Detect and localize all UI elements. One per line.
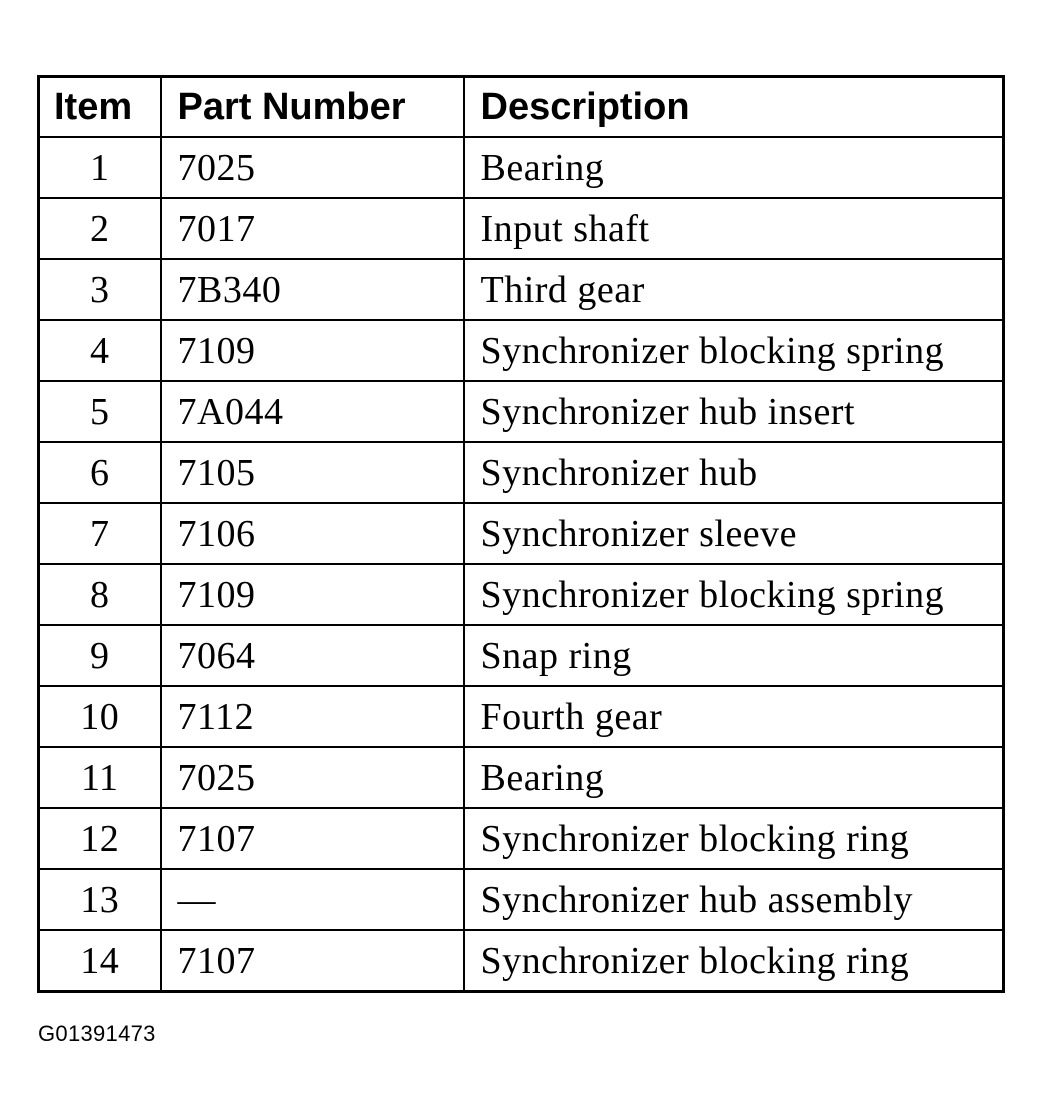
table-row: [39, 137, 1004, 198]
description-cell: Synchronizer blocking ring: [464, 930, 1004, 992]
part-number-cell: 7109: [161, 320, 464, 381]
part-number-cell: 7107: [161, 808, 464, 869]
item-cell: 3: [39, 259, 161, 320]
item-cell: 14: [39, 930, 161, 992]
table-row: [39, 747, 1004, 808]
description-cell: Synchronizer sleeve: [464, 503, 1004, 564]
parts-table: [37, 75, 1005, 993]
part-number-cell: 7A044: [161, 381, 464, 442]
item-cell: 2: [39, 198, 161, 259]
item-cell: 8: [39, 564, 161, 625]
item-cell: 12: [39, 808, 161, 869]
header-part-number: Part Number: [161, 77, 464, 138]
description-cell: Synchronizer hub assembly: [464, 869, 1004, 930]
item-cell: 9: [39, 625, 161, 686]
description-cell: Synchronizer blocking ring: [464, 808, 1004, 869]
item-cell: 11: [39, 747, 161, 808]
description-cell: Synchronizer hub: [464, 442, 1004, 503]
table-row: [39, 259, 1004, 320]
table-row: [39, 625, 1004, 686]
table-row: [39, 808, 1004, 869]
part-number-cell: —: [161, 869, 464, 930]
item-cell: 10: [39, 686, 161, 747]
description-cell: Synchronizer blocking spring: [464, 564, 1004, 625]
header-row: [39, 77, 1004, 138]
item-cell: 1: [39, 137, 161, 198]
description-cell: Bearing: [464, 747, 1004, 808]
table-row: [39, 869, 1004, 930]
table-row: [39, 503, 1004, 564]
table-row: [39, 442, 1004, 503]
figure-code: G01391473: [38, 1021, 156, 1046]
part-number-cell: 7017: [161, 198, 464, 259]
item-cell: 13: [39, 869, 161, 930]
description-cell: Input shaft: [464, 198, 1004, 259]
part-number-cell: 7105: [161, 442, 464, 503]
header-description: Description: [464, 77, 1004, 138]
part-number-cell: 7025: [161, 747, 464, 808]
table-row: [39, 381, 1004, 442]
description-cell: Bearing: [464, 137, 1004, 198]
table-row: [39, 564, 1004, 625]
table-row: [39, 198, 1004, 259]
table-body: [39, 137, 1004, 992]
table-header: [39, 77, 1004, 138]
description-cell: Synchronizer blocking spring: [464, 320, 1004, 381]
part-number-cell: 7112: [161, 686, 464, 747]
description-cell: Synchronizer hub insert: [464, 381, 1004, 442]
part-number-cell: 7B340: [161, 259, 464, 320]
description-cell: Snap ring: [464, 625, 1004, 686]
part-number-cell: 7064: [161, 625, 464, 686]
item-cell: 5: [39, 381, 161, 442]
part-number-cell: 7109: [161, 564, 464, 625]
item-cell: 7: [39, 503, 161, 564]
part-number-cell: 7106: [161, 503, 464, 564]
part-number-cell: 7107: [161, 930, 464, 992]
part-number-cell: 7025: [161, 137, 464, 198]
item-cell: 6: [39, 442, 161, 503]
description-cell: Third gear: [464, 259, 1004, 320]
description-cell: Fourth gear: [464, 686, 1004, 747]
item-cell: 4: [39, 320, 161, 381]
table-row: [39, 320, 1004, 381]
table-row: [39, 686, 1004, 747]
table-row: [39, 930, 1004, 992]
header-item: Item: [39, 77, 161, 138]
